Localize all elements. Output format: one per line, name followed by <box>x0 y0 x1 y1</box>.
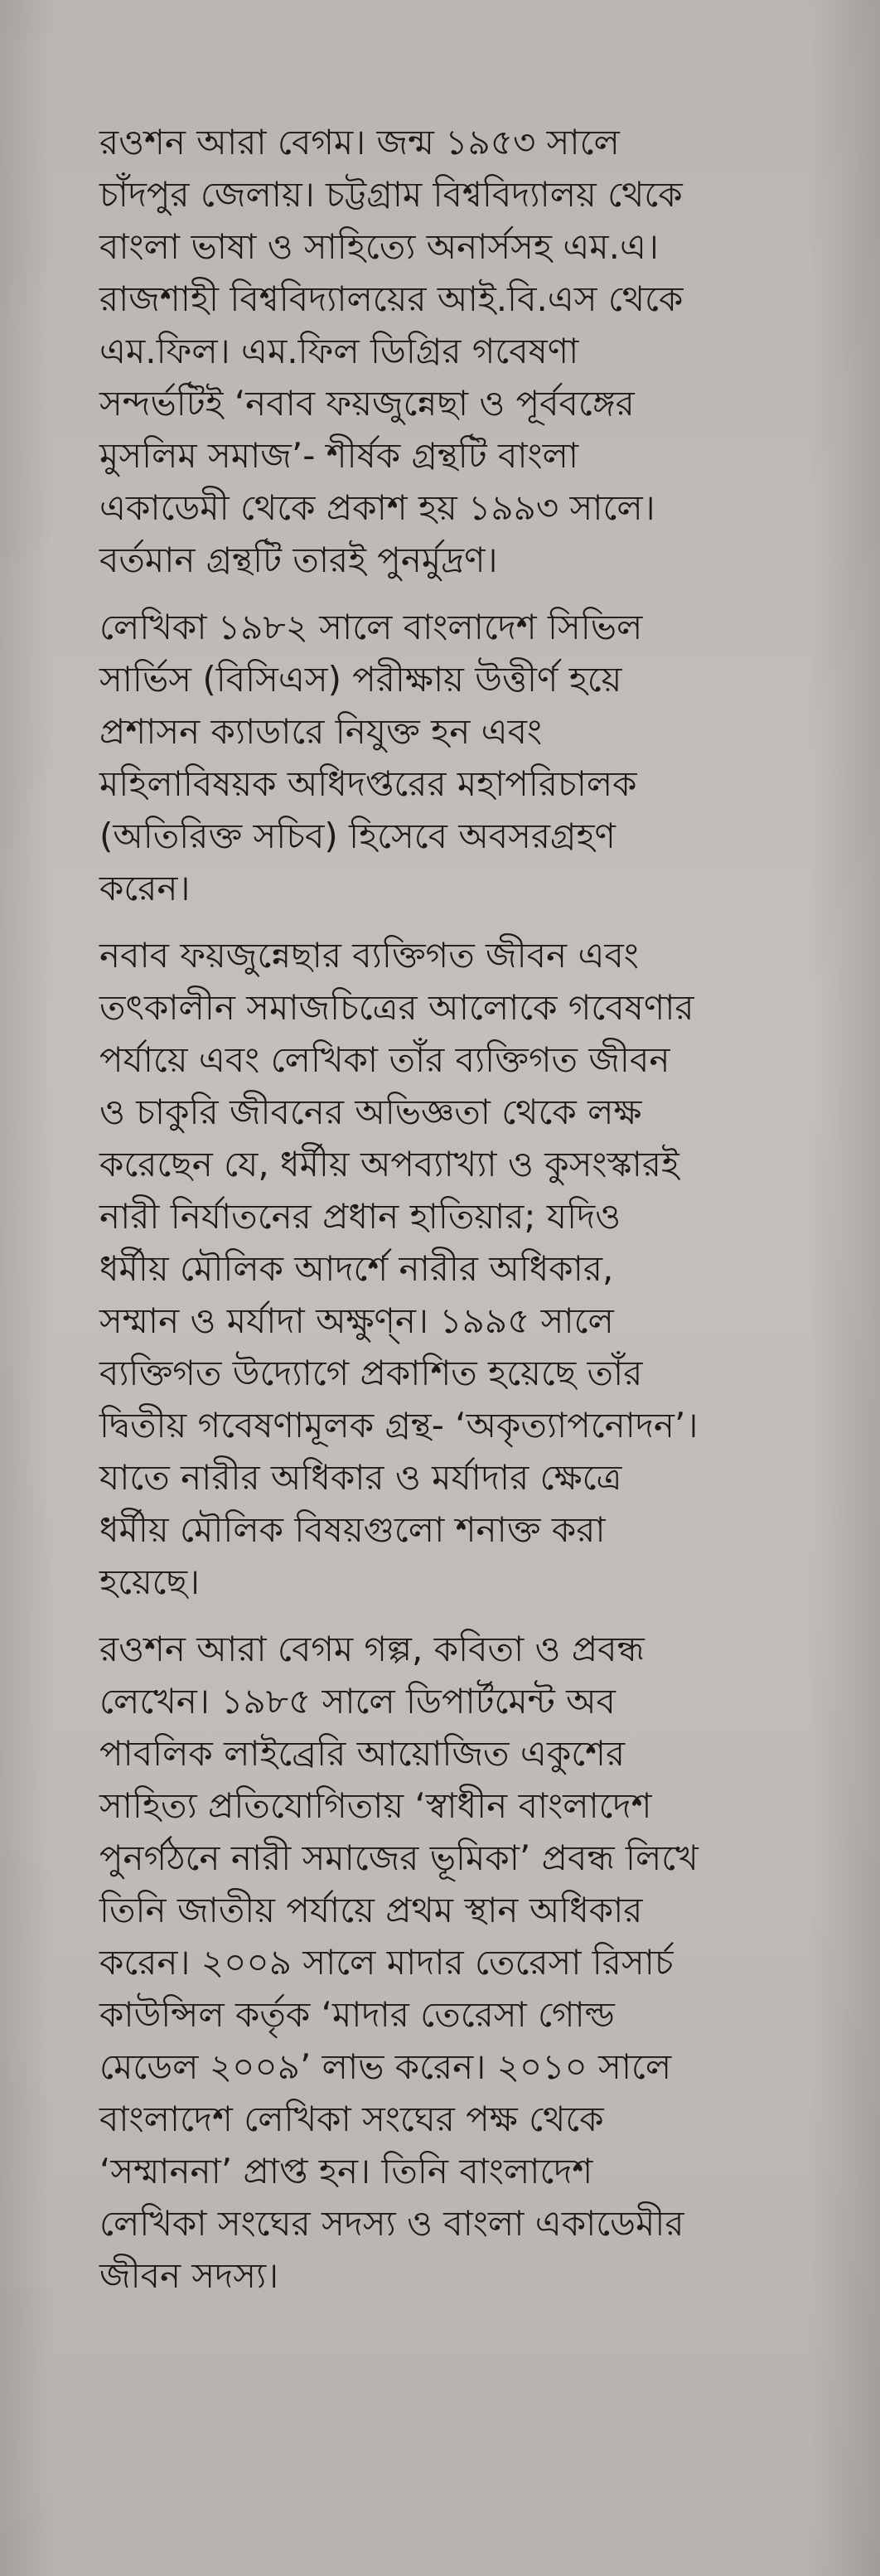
text-line: ব্যক্তিগত উদ্যোগে প্রকাশিত হয়েছে তাঁর <box>99 1353 643 1393</box>
text-line: বর্তমান গ্রন্থটি তারই পুনর্মুদ্রণ। <box>99 540 498 580</box>
paragraph-career <box>99 601 812 914</box>
text-line: বাংলা ভাষা ও সাহিত্যে অনার্সসহ এম.এ। <box>99 226 659 267</box>
paragraph-literary-work <box>99 1623 812 2302</box>
text-line: কাউন্সিল কর্তৃক ‘মাদার তেরেসা গোল্ড <box>99 1994 615 2035</box>
text-line: রাজশাহী বিশ্ববিদ্যালয়ের আই.বি.এস থেকে <box>99 278 684 319</box>
text-line: এম.ফিল। এম.ফিল ডিগ্রির গবেষণা <box>99 331 579 371</box>
text-line: পুনর্গঠনে নারী সমাজের ভূমিকা’ প্রবন্ধ লিখে <box>99 1838 699 1878</box>
text-line: লেখিকা ১৯৮২ সালে বাংলাদেশ সিভিল <box>99 607 643 647</box>
text-line: জীবন সদস্য। <box>99 2255 279 2296</box>
text-line: বাংলাদেশ লেখিকা সংঘের পক্ষ থেকে <box>99 2099 604 2139</box>
text-line: করেন। <box>99 868 191 908</box>
text-line: (অতিরিক্ত সচিব) হিসেবে অবসরগ্রহণ <box>99 816 616 856</box>
text-line: ধর্মীয় মৌলিক আদর্শে নারীর অধিকার, <box>99 1248 614 1289</box>
text-line: হয়েছে। <box>99 1562 201 1602</box>
text-line: পাবলিক লাইব্রেরি আয়োজিত একুশের <box>99 1733 626 1774</box>
text-line: পর্যায়ে এবং লেখিকা তাঁর ব্যক্তিগত জীবন <box>99 1039 670 1080</box>
text-line: মহিলাবিষয়ক অধিদপ্তরের মহাপরিচালক <box>99 763 637 804</box>
text-line: সার্ভিস (বিসিএস) পরীক্ষায় উত্তীর্ণ হয়ে <box>99 659 622 700</box>
text-line: করেছেন যে, ধর্মীয় অপব্যাখ্যা ও কুসংস্কারই <box>99 1144 679 1184</box>
text-line: লেখিকা সংঘের সদস্য ও বাংলা একাডেমীর <box>99 2203 684 2244</box>
text-line: একাডেমী থেকে প্রকাশ হয় ১৯৯৩ সালে। <box>99 487 655 528</box>
text-line: তিনি জাতীয় পর্যায়ে প্রথম স্থান অধিকার <box>99 1890 643 1930</box>
text-line: করেন। ২০০৯ সালে মাদার তেরেসা রিসার্চ <box>99 1942 674 1983</box>
text-line: মেডেল ২০০৯’ লাভ করেন। ২০১০ সালে <box>99 2046 672 2087</box>
paragraph-intro <box>99 116 812 586</box>
text-line: যাতে নারীর অধিকার ও মর্যাদার ক্ষেত্রে <box>99 1457 622 1498</box>
text-line: ধর্মীয় মৌলিক বিষয়গুলো শনাক্ত করা <box>99 1509 606 1550</box>
text-line: সন্দর্ভটিই ‘নবাব ফয়জুন্নেছা ও পূর্ববঙ্গের <box>99 383 635 424</box>
text-line: মুসলিম সমাজ’- শীর্ষক গ্রন্থটি বাংলা <box>99 435 579 476</box>
text-line: সম্মান ও মর্যাদা অক্ষুণ্ন। ১৯৯৫ সালে <box>99 1300 614 1341</box>
text-line: তৎকালীন সমাজচিত্রের আলোকে গবেষণার <box>99 987 694 1028</box>
text-line: রওশন আরা বেগম। জন্ম ১৯৫৩ সালে <box>99 122 620 162</box>
paragraph-research <box>99 929 812 1608</box>
text-line: দ্বিতীয় গবেষণামূলক গ্রন্থ- ‘অকৃত্যাপনোদন’। <box>99 1405 699 1445</box>
text-line: প্রশাসন ক্যাডারে নিযুক্ত হন এবং <box>99 711 543 752</box>
text-line: চাঁদপুর জেলায়। চট্টগ্রাম বিশ্ববিদ্যালয় থেকে <box>99 174 683 215</box>
text-line: ও চাকুরি জীবনের অভিজ্ঞতা থেকে লক্ষ <box>99 1092 642 1132</box>
text-line: ‘সম্মাননা’ প্রাপ্ত হন। তিনি বাংলাদেশ <box>99 2151 593 2191</box>
text-line: নবাব ফয়জুন্নেছার ব্যক্তিগত জীবন এবং <box>99 935 639 976</box>
author-bio-text <box>99 116 812 2317</box>
text-line: সাহিত্য প্রতিযোগিতায় ‘স্বাধীন বাংলাদেশ <box>99 1785 652 1826</box>
text-line: নারী নির্যাতনের প্রধান হাতিয়ার; যদিও <box>99 1196 621 1237</box>
text-line: রওশন আরা বেগম গল্প, কবিতা ও প্রবন্ধ <box>99 1629 645 1669</box>
text-line: লেখেন। ১৯৮৫ সালে ডিপার্টমেন্ট অব <box>99 1681 616 1721</box>
